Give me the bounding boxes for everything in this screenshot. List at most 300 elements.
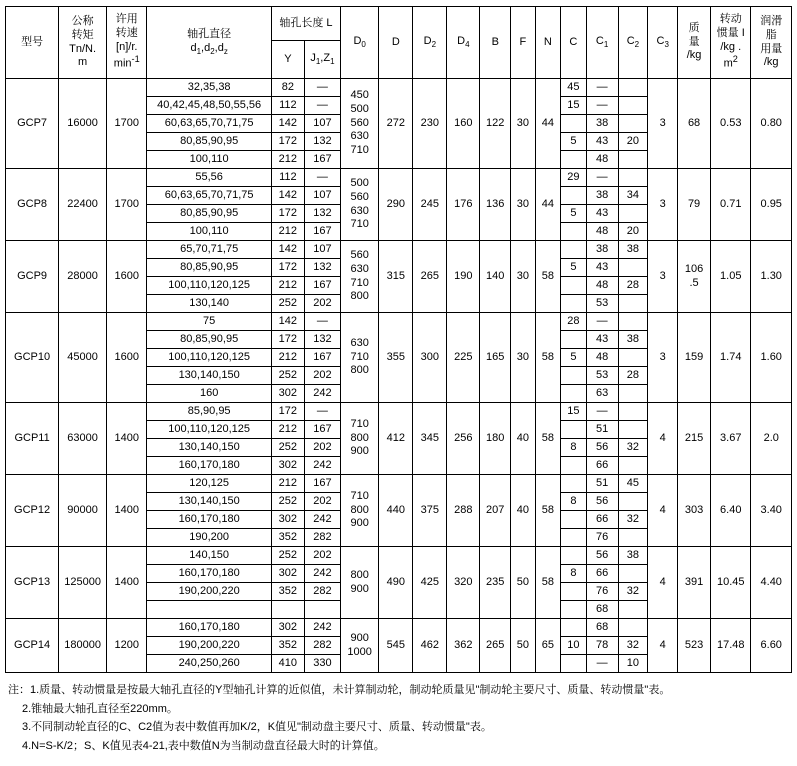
- cell-bore-len-y: 302: [271, 619, 304, 637]
- cell-bore-len-y: 142: [271, 241, 304, 259]
- col-bore-len-J: $J_1,Z_1$: [304, 41, 340, 79]
- cell-C: [561, 385, 587, 403]
- cell-bore-len-j: 107: [304, 187, 340, 205]
- col-D4: $D_4$: [447, 7, 480, 79]
- cell-D0: 800 900: [341, 547, 379, 619]
- cell-C: 28: [561, 313, 587, 331]
- cell-bore-dia: 190,200: [147, 529, 271, 547]
- cell-C2: [618, 349, 648, 367]
- cell-C2: 32: [618, 439, 648, 457]
- col-inertia: 转动 惯量 I /kg . $m^2$: [711, 7, 751, 79]
- cell-C2: 38: [618, 241, 648, 259]
- cell-C: [561, 601, 587, 619]
- cell-D0: 450 500 560 630 710: [341, 79, 379, 169]
- cell-F: 30: [511, 79, 535, 169]
- cell-model: GCP7: [6, 79, 59, 169]
- cell-C1: 63: [586, 385, 618, 403]
- cell-C3: 3: [648, 79, 678, 169]
- cell-inertia: 0.71: [711, 169, 751, 241]
- cell-bore-len-j: 282: [304, 637, 340, 655]
- cell-torque: 28000: [59, 241, 107, 313]
- col-D0: $D_0$: [341, 7, 379, 79]
- cell-C3: 4: [648, 619, 678, 673]
- cell-C1: —: [586, 169, 618, 187]
- cell-C: [561, 115, 587, 133]
- cell-C3: 3: [648, 313, 678, 403]
- cell-N: 58: [535, 547, 561, 619]
- table-row: [6, 475, 792, 493]
- cell-D: 440: [379, 475, 413, 547]
- cell-N: 58: [535, 313, 561, 403]
- col-B: B: [480, 7, 511, 79]
- note-3: 3.不同制动轮直径的C、C2值为表中数值再加K/2，K值见"制动盘主要尺寸、质量、转动惯量"表。: [22, 721, 492, 734]
- cell-bore-len-j: 282: [304, 583, 340, 601]
- cell-C: 5: [561, 349, 587, 367]
- cell-speed: 1400: [107, 475, 147, 547]
- cell-C2: [618, 385, 648, 403]
- cell-C2: 32: [618, 583, 648, 601]
- cell-C3: 3: [648, 241, 678, 313]
- cell-C: 8: [561, 439, 587, 457]
- cell-speed: 1600: [107, 313, 147, 403]
- coupling-spec-table: [5, 6, 792, 673]
- cell-bore-len-j: 242: [304, 565, 340, 583]
- cell-model: GCP8: [6, 169, 59, 241]
- cell-torque: 16000: [59, 79, 107, 169]
- cell-bore-dia: 32,35,38: [147, 79, 271, 97]
- cell-bore-len-y: 212: [271, 277, 304, 295]
- cell-bore-len-y: 252: [271, 295, 304, 313]
- cell-bore-len-j: 167: [304, 475, 340, 493]
- cell-bore-len-j: 132: [304, 259, 340, 277]
- cell-bore-len-y: 172: [271, 331, 304, 349]
- cell-bore-dia: 160,170,180: [147, 511, 271, 529]
- cell-C: [561, 457, 587, 475]
- cell-bore-len-j: 132: [304, 133, 340, 151]
- cell-bore-len-j: —: [304, 313, 340, 331]
- cell-N: 65: [535, 619, 561, 673]
- cell-C1: 43: [586, 331, 618, 349]
- cell-model: GCP11: [6, 403, 59, 475]
- cell-bore-len-j: 330: [304, 655, 340, 673]
- cell-B: 235: [480, 547, 511, 619]
- col-mass: 质 量 /kg: [678, 7, 711, 79]
- cell-inertia: 0.53: [711, 79, 751, 169]
- cell-model: GCP12: [6, 475, 59, 547]
- cell-C: [561, 187, 587, 205]
- cell-bore-dia: 40,42,45,48,50,55,56: [147, 97, 271, 115]
- cell-C: [561, 583, 587, 601]
- cell-B: 265: [480, 619, 511, 673]
- cell-bore-len-y: 302: [271, 385, 304, 403]
- cell-C1: —: [586, 313, 618, 331]
- cell-bore-len-j: 167: [304, 223, 340, 241]
- cell-C: [561, 151, 587, 169]
- cell-bore-len-y: 172: [271, 205, 304, 223]
- cell-speed: 1700: [107, 79, 147, 169]
- cell-C2: 32: [618, 637, 648, 655]
- cell-torque: 125000: [59, 547, 107, 619]
- cell-D2: 265: [413, 241, 447, 313]
- cell-torque: 90000: [59, 475, 107, 547]
- cell-D0: 710 800 900: [341, 475, 379, 547]
- cell-N: 58: [535, 241, 561, 313]
- cell-bore-len-y: 302: [271, 457, 304, 475]
- cell-C2: 45: [618, 475, 648, 493]
- cell-D: 490: [379, 547, 413, 619]
- table-row: [6, 241, 792, 259]
- col-C2: $C_2$: [618, 7, 648, 79]
- cell-C2: [618, 565, 648, 583]
- cell-mass: 215: [678, 403, 711, 475]
- cell-bore-dia: 100,110,120,125: [147, 421, 271, 439]
- cell-bore-len-y: 82: [271, 79, 304, 97]
- cell-B: 165: [480, 313, 511, 403]
- cell-C2: 38: [618, 331, 648, 349]
- cell-D0: 500 560 630 710: [341, 169, 379, 241]
- cell-D4: 176: [447, 169, 480, 241]
- cell-C1: 48: [586, 277, 618, 295]
- col-grease: 润滑 脂 用量 /kg: [751, 7, 792, 79]
- cell-bore-len-j: —: [304, 403, 340, 421]
- cell-D: 272: [379, 79, 413, 169]
- cell-bore-dia: 130,140,150: [147, 367, 271, 385]
- cell-grease: 3.40: [751, 475, 792, 547]
- cell-C2: [618, 529, 648, 547]
- cell-bore-dia: 80,85,90,95: [147, 259, 271, 277]
- cell-C1: 66: [586, 457, 618, 475]
- cell-bore-dia: 160: [147, 385, 271, 403]
- cell-bore-len-j: —: [304, 169, 340, 187]
- cell-torque: 22400: [59, 169, 107, 241]
- cell-mass: 79: [678, 169, 711, 241]
- cell-C2: [618, 421, 648, 439]
- cell-bore-len-j: 202: [304, 295, 340, 313]
- cell-bore-dia: 120,125: [147, 475, 271, 493]
- cell-C2: 38: [618, 547, 648, 565]
- table-header: [6, 7, 792, 79]
- cell-bore-len-j: 167: [304, 277, 340, 295]
- note-1: 注：1.质量、转动惯量是按最大轴孔直径的Y型轴孔计算的近似值，未计算制动轮，制动轮质量见"制动轮主要尺寸、质量、转动惯量"表。: [8, 684, 671, 696]
- cell-bore-len-j: 167: [304, 151, 340, 169]
- cell-C2: 34: [618, 187, 648, 205]
- cell-grease: 1.60: [751, 313, 792, 403]
- cell-bore-len-y: 352: [271, 583, 304, 601]
- cell-C1: 43: [586, 133, 618, 151]
- table-row: [6, 403, 792, 421]
- cell-C1: 53: [586, 367, 618, 385]
- cell-D0: 560 630 710 800: [341, 241, 379, 313]
- cell-bore-dia: 85,90,95: [147, 403, 271, 421]
- cell-bore-dia: 60,63,65,70,71,75: [147, 187, 271, 205]
- cell-torque: 45000: [59, 313, 107, 403]
- cell-C2: [618, 259, 648, 277]
- cell-bore-len-j: 132: [304, 331, 340, 349]
- cell-D: 315: [379, 241, 413, 313]
- cell-C1: 48: [586, 151, 618, 169]
- cell-C1: 53: [586, 295, 618, 313]
- col-C1: $C_1$: [586, 7, 618, 79]
- table-row: [6, 547, 792, 565]
- cell-F: 30: [511, 169, 535, 241]
- cell-bore-dia: 160,170,180: [147, 565, 271, 583]
- cell-bore-dia: 130,140,150: [147, 493, 271, 511]
- cell-bore-dia: 100,110: [147, 151, 271, 169]
- col-bore-dia: 轴孔直径 $d_1,d_2,d_z$: [147, 7, 271, 79]
- col-model: 型号: [6, 7, 59, 79]
- cell-C2: 20: [618, 133, 648, 151]
- cell-B: 140: [480, 241, 511, 313]
- table-body: [6, 79, 792, 673]
- cell-bore-len-y: 172: [271, 403, 304, 421]
- cell-F: 40: [511, 475, 535, 547]
- cell-speed: 1200: [107, 619, 147, 673]
- cell-C2: [618, 151, 648, 169]
- cell-bore-len-y: 172: [271, 133, 304, 151]
- note-2: 2.锥轴最大轴孔直径至220mm。: [22, 702, 178, 715]
- cell-C1: 78: [586, 637, 618, 655]
- cell-C: [561, 277, 587, 295]
- col-speed: 许用 转速 [n]/r. $\min^{-1}$: [107, 7, 147, 79]
- cell-D2: 425: [413, 547, 447, 619]
- cell-C1: 56: [586, 547, 618, 565]
- cell-bore-dia: 75: [147, 313, 271, 331]
- cell-bore-len-y: 410: [271, 655, 304, 673]
- cell-C: 8: [561, 565, 587, 583]
- cell-D2: 230: [413, 79, 447, 169]
- cell-bore-len-y: 212: [271, 151, 304, 169]
- cell-bore-dia: 160,170,180: [147, 619, 271, 637]
- cell-torque: 180000: [59, 619, 107, 673]
- cell-C: [561, 331, 587, 349]
- cell-C1: 48: [586, 349, 618, 367]
- cell-C: 5: [561, 205, 587, 223]
- cell-C2: 10: [618, 655, 648, 673]
- cell-bore-len-y: 142: [271, 313, 304, 331]
- cell-C1: —: [586, 403, 618, 421]
- cell-grease: 0.80: [751, 79, 792, 169]
- cell-bore-len-y: 142: [271, 187, 304, 205]
- cell-grease: 6.60: [751, 619, 792, 673]
- cell-F: 30: [511, 241, 535, 313]
- cell-inertia: 6.40: [711, 475, 751, 547]
- cell-C2: [618, 295, 648, 313]
- cell-mass: 391: [678, 547, 711, 619]
- cell-bore-len-j: —: [304, 79, 340, 97]
- cell-mass: 523: [678, 619, 711, 673]
- cell-C2: 20: [618, 223, 648, 241]
- cell-bore-len-j: 167: [304, 421, 340, 439]
- cell-bore-len-y: 212: [271, 349, 304, 367]
- cell-C2: [618, 79, 648, 97]
- cell-bore-len-j: 107: [304, 115, 340, 133]
- cell-D: 355: [379, 313, 413, 403]
- cell-mass: 303: [678, 475, 711, 547]
- col-N: N: [535, 7, 561, 79]
- cell-bore-len-y: 212: [271, 475, 304, 493]
- cell-bore-dia: 80,85,90,95: [147, 133, 271, 151]
- cell-C1: 56: [586, 439, 618, 457]
- cell-grease: 0.95: [751, 169, 792, 241]
- cell-bore-len-j: 202: [304, 547, 340, 565]
- cell-C2: [618, 115, 648, 133]
- cell-C2: [618, 97, 648, 115]
- cell-bore-len-y: 142: [271, 115, 304, 133]
- cell-bore-len-j: 132: [304, 205, 340, 223]
- cell-F: 50: [511, 619, 535, 673]
- cell-C: [561, 547, 587, 565]
- cell-C1: 48: [586, 223, 618, 241]
- notes-block: [8, 681, 789, 756]
- cell-grease: 1.30: [751, 241, 792, 313]
- cell-inertia: 10.45: [711, 547, 751, 619]
- cell-C1: 68: [586, 619, 618, 637]
- cell-inertia: 1.05: [711, 241, 751, 313]
- cell-C2: 32: [618, 511, 648, 529]
- cell-D2: 300: [413, 313, 447, 403]
- cell-D4: 288: [447, 475, 480, 547]
- cell-C: [561, 511, 587, 529]
- cell-bore-len-j: 202: [304, 493, 340, 511]
- cell-speed: 1700: [107, 169, 147, 241]
- cell-F: 50: [511, 547, 535, 619]
- cell-bore-dia: 140,150: [147, 547, 271, 565]
- cell-speed: 1600: [107, 241, 147, 313]
- cell-C1: —: [586, 655, 618, 673]
- cell-C2: [618, 619, 648, 637]
- cell-C1: —: [586, 79, 618, 97]
- cell-bore-len-j: 202: [304, 439, 340, 457]
- cell-bore-len-j: —: [304, 97, 340, 115]
- cell-C2: [618, 601, 648, 619]
- cell-C3: 3: [648, 169, 678, 241]
- cell-C2: [618, 313, 648, 331]
- cell-bore-len-y: 252: [271, 547, 304, 565]
- cell-C: [561, 295, 587, 313]
- cell-inertia: 1.74: [711, 313, 751, 403]
- cell-C: [561, 475, 587, 493]
- cell-N: 44: [535, 79, 561, 169]
- cell-model: GCP9: [6, 241, 59, 313]
- cell-C: 8: [561, 493, 587, 511]
- cell-C1: —: [586, 97, 618, 115]
- cell-bore-dia: 190,200,220: [147, 583, 271, 601]
- cell-C1: 68: [586, 601, 618, 619]
- cell-bore-len-j: 242: [304, 457, 340, 475]
- cell-bore-len-j: 107: [304, 241, 340, 259]
- cell-D2: 375: [413, 475, 447, 547]
- cell-C1: 51: [586, 421, 618, 439]
- col-D: D: [379, 7, 413, 79]
- cell-D0: 900 1000: [341, 619, 379, 673]
- cell-speed: 1400: [107, 403, 147, 475]
- table-row: [6, 619, 792, 637]
- cell-D2: 245: [413, 169, 447, 241]
- cell-model: GCP14: [6, 619, 59, 673]
- cell-C2: [618, 457, 648, 475]
- cell-bore-len-y: 302: [271, 565, 304, 583]
- cell-bore-len-y: 252: [271, 439, 304, 457]
- cell-bore-dia: 80,85,90,95: [147, 331, 271, 349]
- cell-C1: 66: [586, 565, 618, 583]
- cell-bore-dia: 130,140,150: [147, 439, 271, 457]
- cell-bore-len-y: 302: [271, 511, 304, 529]
- cell-C2: 28: [618, 367, 648, 385]
- cell-D: 545: [379, 619, 413, 673]
- cell-bore-len-y: 212: [271, 223, 304, 241]
- cell-C: 5: [561, 133, 587, 151]
- cell-C2: [618, 205, 648, 223]
- col-torque: 公称 转矩 Tn/N. m: [59, 7, 107, 79]
- cell-bore-len-y: 352: [271, 637, 304, 655]
- cell-bore-dia: 160,170,180: [147, 457, 271, 475]
- cell-D4: 160: [447, 79, 480, 169]
- cell-C: [561, 367, 587, 385]
- cell-C2: [618, 493, 648, 511]
- cell-C: 15: [561, 403, 587, 421]
- cell-D4: 225: [447, 313, 480, 403]
- cell-bore-len-j: 242: [304, 511, 340, 529]
- cell-D4: 320: [447, 547, 480, 619]
- col-bore-length-group: 轴孔长度 L: [271, 7, 340, 41]
- cell-bore-len-y: 252: [271, 493, 304, 511]
- cell-C1: 76: [586, 583, 618, 601]
- cell-C3: 4: [648, 475, 678, 547]
- cell-bore-len-y: 112: [271, 97, 304, 115]
- cell-C1: 43: [586, 259, 618, 277]
- cell-B: 122: [480, 79, 511, 169]
- cell-C1: 38: [586, 187, 618, 205]
- cell-C: 45: [561, 79, 587, 97]
- cell-mass: 159: [678, 313, 711, 403]
- cell-bore-dia: 130,140: [147, 295, 271, 313]
- cell-B: 180: [480, 403, 511, 475]
- cell-B: 207: [480, 475, 511, 547]
- cell-bore-dia: [147, 601, 271, 619]
- col-C: C: [561, 7, 587, 79]
- cell-inertia: 3.67: [711, 403, 751, 475]
- cell-C3: 4: [648, 547, 678, 619]
- table-row: [6, 313, 792, 331]
- cell-C: [561, 223, 587, 241]
- cell-bore-len-y: 352: [271, 529, 304, 547]
- cell-F: 30: [511, 313, 535, 403]
- cell-model: GCP10: [6, 313, 59, 403]
- cell-torque: 63000: [59, 403, 107, 475]
- cell-C1: 76: [586, 529, 618, 547]
- cell-grease: 2.0: [751, 403, 792, 475]
- cell-inertia: 17.48: [711, 619, 751, 673]
- cell-bore-dia: 100,110,120,125: [147, 349, 271, 367]
- cell-bore-len-y: 172: [271, 259, 304, 277]
- cell-D0: 710 800 900: [341, 403, 379, 475]
- cell-D4: 190: [447, 241, 480, 313]
- cell-C: 10: [561, 637, 587, 655]
- cell-bore-len-j: [304, 601, 340, 619]
- cell-D: 290: [379, 169, 413, 241]
- cell-D: 412: [379, 403, 413, 475]
- cell-D0: 630 710 800: [341, 313, 379, 403]
- cell-C3: 4: [648, 403, 678, 475]
- spec-sheet: [0, 6, 797, 756]
- cell-mass: 106 .5: [678, 241, 711, 313]
- cell-bore-len-j: 242: [304, 619, 340, 637]
- cell-C1: 56: [586, 493, 618, 511]
- cell-D4: 256: [447, 403, 480, 475]
- cell-model: GCP13: [6, 547, 59, 619]
- col-bore-len-Y: Y: [271, 41, 304, 79]
- cell-bore-dia: 60,63,65,70,71,75: [147, 115, 271, 133]
